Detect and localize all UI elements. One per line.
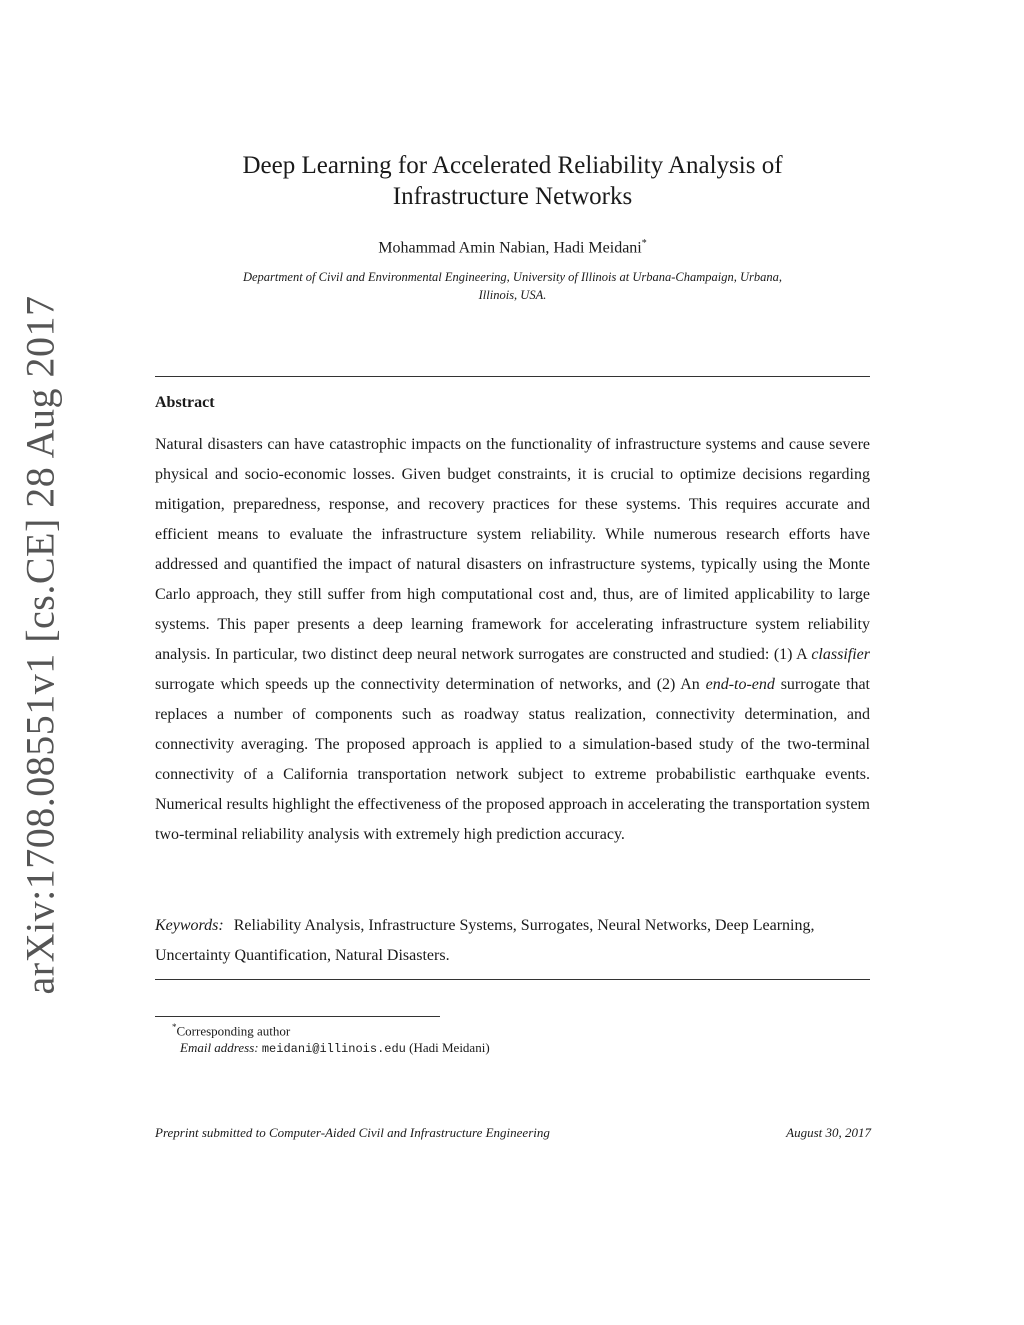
footnote: [172, 1019, 490, 1058]
arxiv-identifier-stamp: arXiv:1708.08551v1 [cs.CE] 28 Aug 2017: [17, 295, 63, 995]
preprint-note: Preprint submitted to Computer-Aided Civil and Infrastructure Engineering: [155, 1125, 550, 1140]
authors-text: Mohammad Amin Nabian, Hadi Meidani: [378, 239, 642, 257]
abstract-text-part-2: surrogate which speeds up the connectivity determination of networks, and (2) An: [155, 676, 706, 693]
abstract-emphasis-end-to-end: end-to-end: [705, 676, 775, 693]
abstract-heading: Abstract: [155, 394, 215, 411]
title-line-2: Infrastructure Networks: [392, 183, 633, 210]
affiliation-line-2: Illinois, USA.: [478, 288, 547, 302]
keywords: [155, 911, 870, 971]
footnote-rule: [155, 1016, 440, 1017]
author-list: [155, 238, 870, 257]
paper-title: [155, 150, 870, 212]
email-address-link[interactable]: meidani@illinois.edu: [261, 1042, 406, 1057]
affiliation-line-1: Department of Civil and Environmental Engineering, University of Illinois at Urbana-Champaign, Urbana,: [242, 270, 783, 284]
footnote-email-line: [172, 1039, 490, 1058]
abstract-text-part-3: surrogate that replaces a number of components such as roadway status realization, connectivity determination, and connectivity averaging. The proposed approach is applied to a simulation-based study of the two-terminal connectivity of a California transportation network subject to extreme probabilistic earthquake events. Numerical results highlight the effectiveness of the proposed approach in accelerating the transportation system two-terminal reliability analysis with extremely high prediction accuracy.: [155, 676, 870, 843]
email-owner: (Hadi Meidani): [409, 1040, 490, 1056]
footnote-corresponding-text: Corresponding author: [176, 1023, 291, 1039]
affiliation: [170, 268, 855, 304]
title-line-1: Deep Learning for Accelerated Reliability Analysis of: [242, 152, 783, 179]
footnote-mark: *: [172, 1022, 177, 1032]
abstract-bottom-rule: [155, 979, 870, 980]
abstract-body: [155, 430, 870, 850]
keywords-text: Reliability Analysis, Infrastructure Systems, Surrogates, Neural Networks, Deep Learning, Uncertainty Quantification, Natural Disasters.: [155, 917, 815, 964]
keywords-label: Keywords:: [155, 917, 224, 934]
email-label: Email address:: [180, 1040, 259, 1056]
footnote-corresponding: [172, 1019, 490, 1039]
abstract-emphasis-classifier: classifier: [811, 646, 870, 663]
corresponding-author-mark: *: [641, 238, 647, 249]
abstract-top-rule: [155, 376, 870, 377]
abstract-text-part-1: Natural disasters can have catastrophic impacts on the functionality of infrastructure systems and cause severe physical and socio-economic losses. Given budget constraints, it is crucial to optimize decisions regarding mitigation, preparedness, response, and recovery practices for these systems. This requires accurate and efficient means to evaluate the infrastructure system reliability. While numerous research efforts have addressed and quantified the impact of natural disasters on infrastructure systems, typically using the Monte Carlo approach, they still suffer from high computational cost and, thus, are of limited applicability to large systems. This paper presents a deep learning framework for accelerating infrastructure system reliability analysis. In particular, two distinct deep neural network surrogates are constructed and studied: (1) A: [155, 436, 870, 663]
submission-date: August 30, 2017: [786, 1125, 871, 1140]
